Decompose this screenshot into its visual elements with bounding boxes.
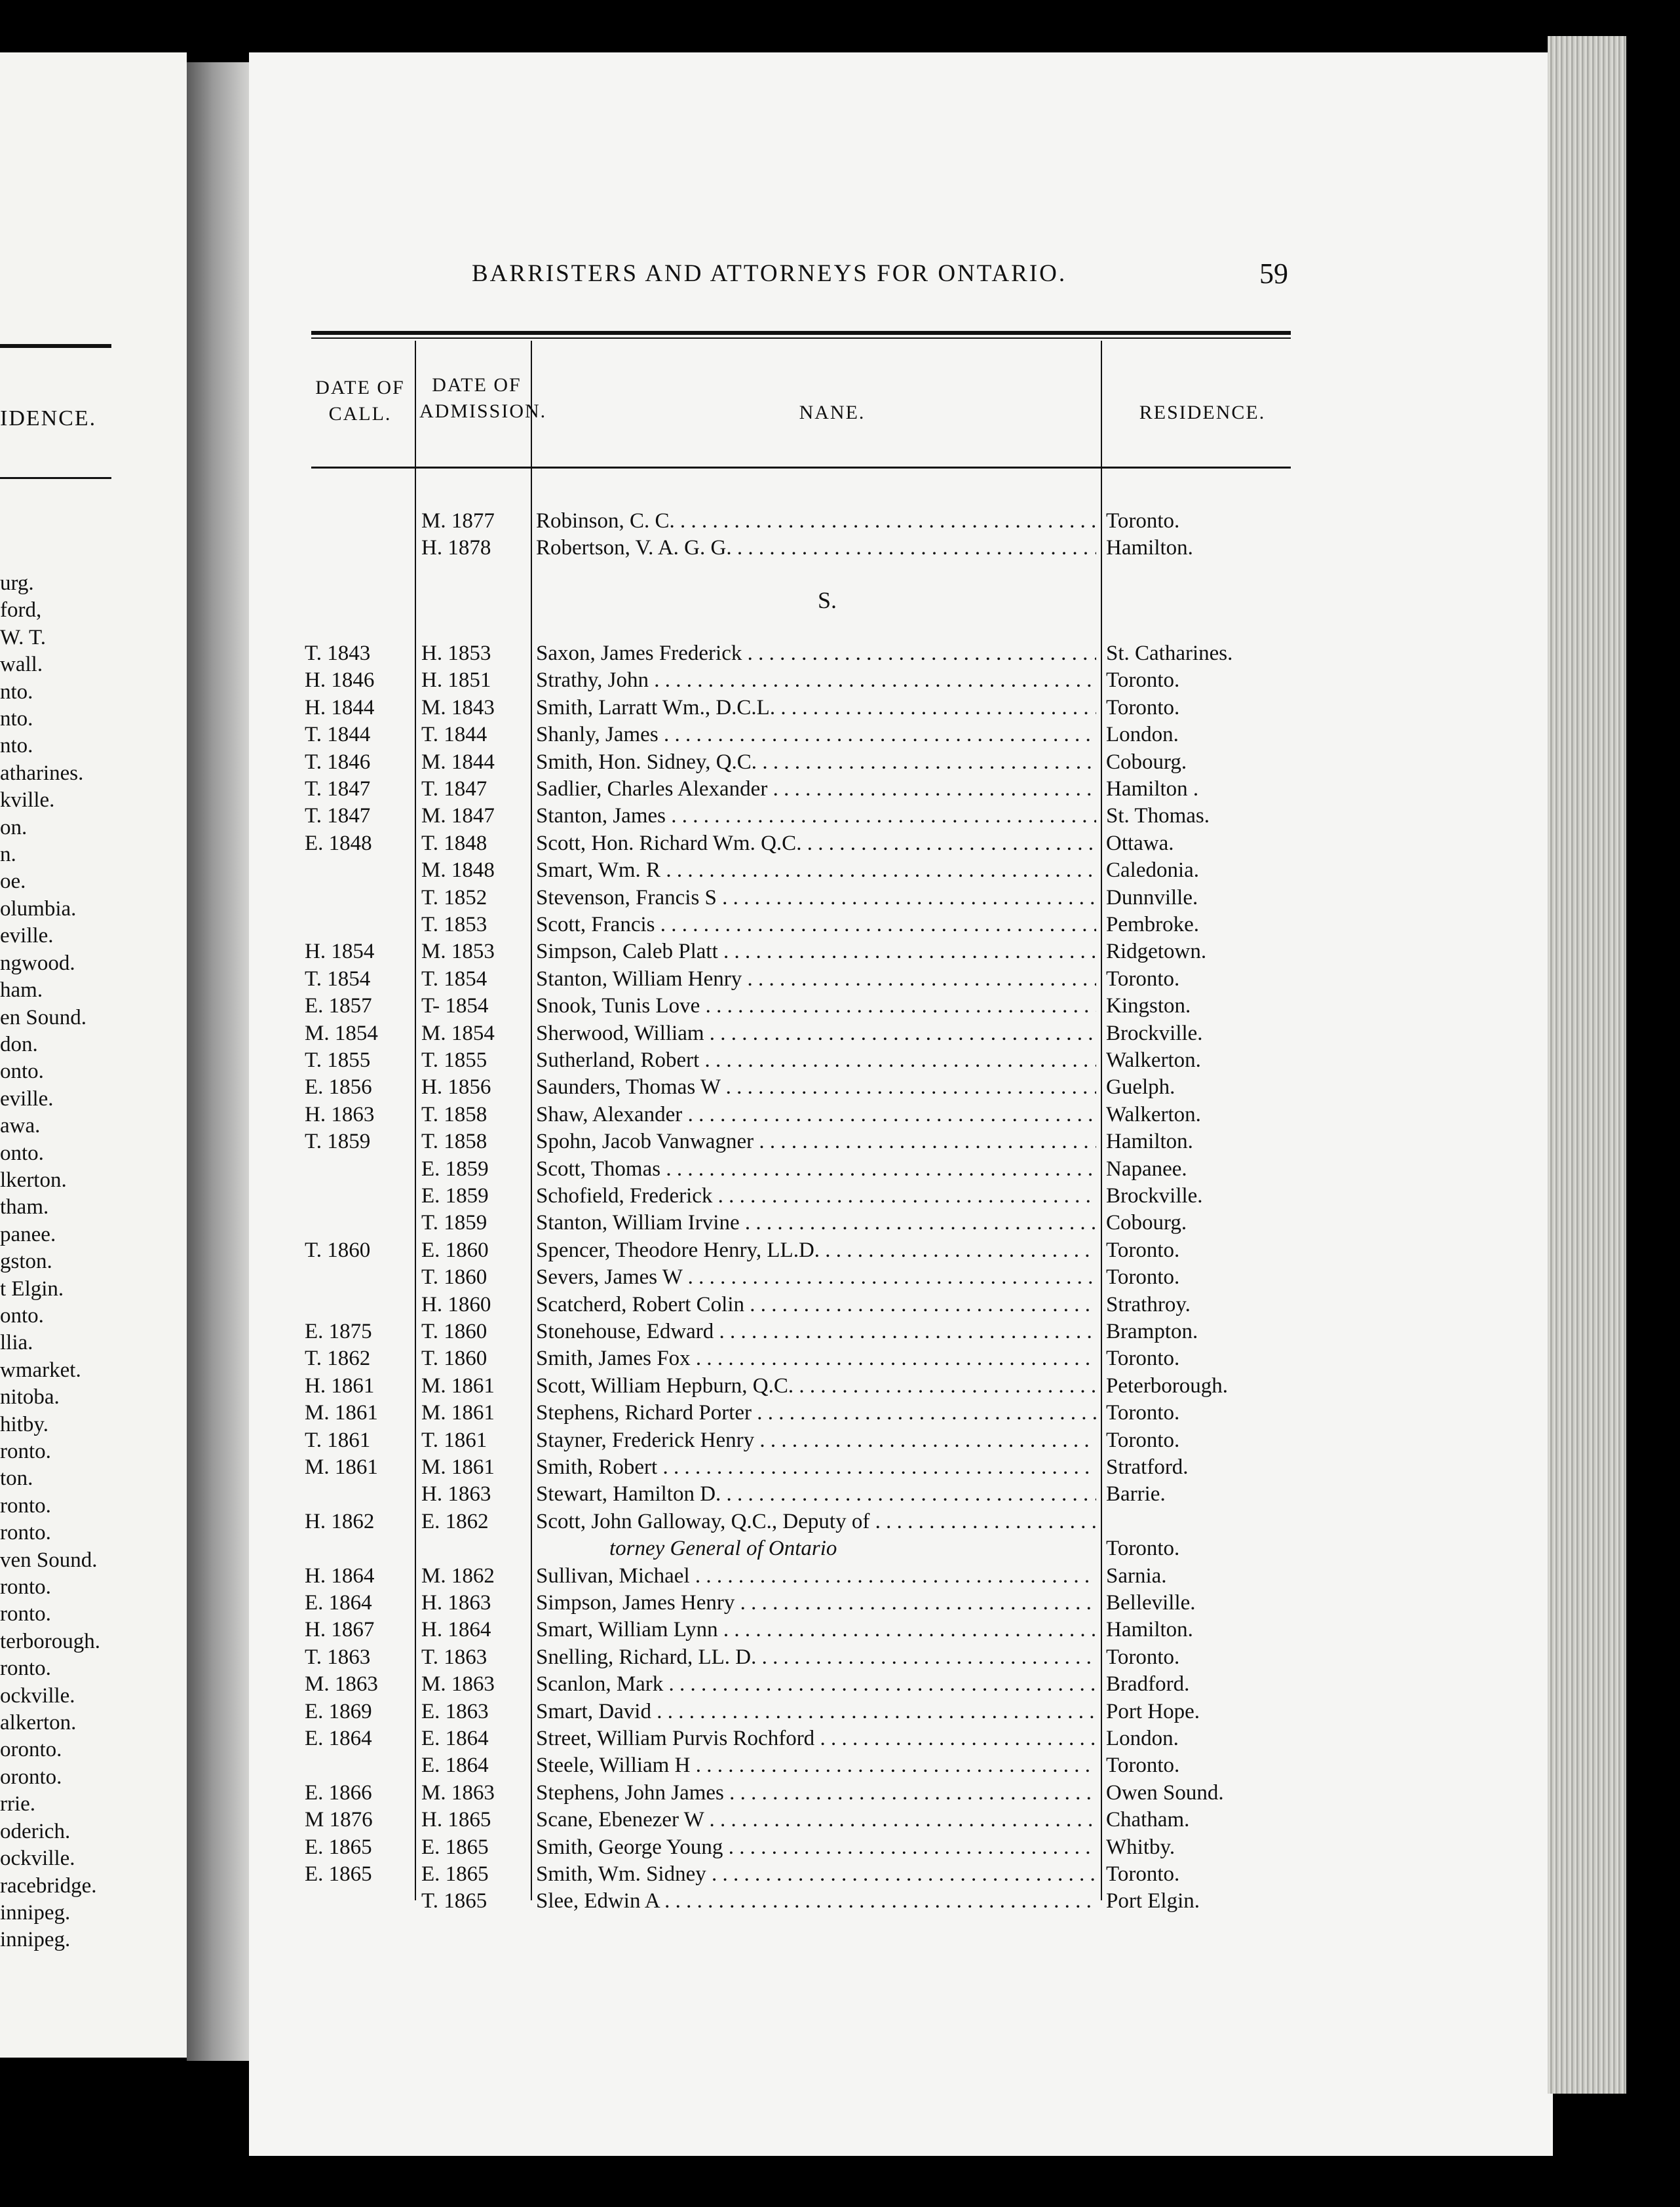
barrister-name: Stanton, William Irvine . . . xyxy=(536,1210,1096,1237)
date-of-admission: E. 1862 xyxy=(421,1509,489,1533)
barrister-name: Robinson, C. C. . . . xyxy=(536,508,1096,535)
register-row xyxy=(0,1834,1310,1861)
date-of-call: T. 1855 xyxy=(305,1048,371,1072)
left-residence-fragment: nto. xyxy=(0,707,33,731)
register-row xyxy=(0,1183,1310,1210)
left-residence-fragment: ronto. xyxy=(0,1493,51,1518)
continuation-line: torney General of Ontario xyxy=(609,1537,837,1561)
date-of-admission: T. 1860 xyxy=(421,1265,487,1290)
barrister-name: Smith, Wm. Sidney . . . xyxy=(536,1861,1096,1888)
barrister-name: Shanly, James . . . xyxy=(536,721,1096,748)
register-row xyxy=(0,1400,1310,1427)
residence: Stratford. xyxy=(1106,1455,1189,1479)
date-of-admission: M. 1862 xyxy=(421,1564,495,1588)
left-residence-fragment: oderich. xyxy=(0,1819,71,1843)
barrister-name: Robertson, V. A. G. G. . . . xyxy=(536,535,1096,562)
barrister-name: Spencer, Theodore Henry, LL.D. . . . xyxy=(536,1237,1096,1264)
barrister-name: Saunders, Thomas W . . . xyxy=(536,1074,1096,1101)
residence: Cobourg. xyxy=(1106,750,1187,774)
left-residence-fragment: eville. xyxy=(0,1086,54,1111)
date-of-call: H. 1844 xyxy=(305,695,375,720)
register-row xyxy=(0,938,1310,965)
barrister-name: Snelling, Richard, LL. D. . . . xyxy=(536,1644,1096,1671)
residence: Dunnville. xyxy=(1106,885,1198,910)
barrister-name: Stevenson, Francis S . . . xyxy=(536,885,1096,912)
residence: Toronto. xyxy=(1106,1645,1180,1669)
barrister-name: Smith, Larratt Wm., D.C.L. . . . xyxy=(536,695,1096,721)
barrister-name: Stephens, Richard Porter . . . xyxy=(536,1400,1096,1427)
register-row xyxy=(0,1156,1310,1183)
barrister-name: Smith, Robert . . . xyxy=(536,1454,1096,1481)
barrister-name: Strathy, John . . . xyxy=(536,667,1096,694)
register-row xyxy=(0,749,1310,776)
date-of-call: E. 1848 xyxy=(305,831,372,855)
left-residence-fragment: en Sound. xyxy=(0,1005,86,1029)
date-of-admission: E. 1864 xyxy=(421,1754,489,1778)
residence: Brockville. xyxy=(1106,1021,1203,1045)
left-residence-fragment: innipeg. xyxy=(0,1928,71,1952)
barrister-name: Scane, Ebenezer W . . . xyxy=(536,1807,1096,1833)
date-of-call: H. 1861 xyxy=(305,1373,375,1398)
left-residence-fragment: kville. xyxy=(0,788,55,813)
left-residence-fragment: oe. xyxy=(0,870,26,894)
register-row xyxy=(0,640,1310,667)
date-of-admission: E. 1860 xyxy=(421,1238,489,1262)
barrister-name: Stanton, William Henry . . . xyxy=(536,966,1096,993)
date-of-call: T. 1846 xyxy=(305,750,371,774)
residence: Bradford. xyxy=(1106,1672,1190,1697)
residence: Brampton. xyxy=(1106,1320,1198,1343)
left-residence-fragment: nto. xyxy=(0,734,33,758)
date-of-call: T. 1859 xyxy=(305,1130,371,1154)
date-of-admission: M. 1861 xyxy=(421,1455,495,1479)
date-of-admission: T. 1855 xyxy=(421,1048,487,1072)
left-residence-fragment: ton. xyxy=(0,1467,33,1491)
residence: Port Elgin. xyxy=(1106,1889,1200,1913)
date-of-call: T. 1847 xyxy=(305,804,371,828)
residence: Walkerton. xyxy=(1106,1048,1201,1072)
residence: Toronto. xyxy=(1106,1401,1180,1425)
residence: Toronto. xyxy=(1106,1754,1180,1778)
barrister-name: Smart, David . . . xyxy=(536,1698,1096,1725)
register-row xyxy=(0,1807,1310,1833)
register-row xyxy=(0,535,1310,562)
residence: London. xyxy=(1106,1727,1179,1750)
date-of-call: E. 1864 xyxy=(305,1591,372,1615)
barrister-name: Sadlier, Charles Alexander . . . xyxy=(536,776,1096,803)
register-row xyxy=(0,1752,1310,1779)
date-of-call: H. 1867 xyxy=(305,1618,375,1642)
register-row xyxy=(0,721,1310,748)
date-of-admission: T. 1853 xyxy=(421,913,487,936)
date-of-call: E. 1857 xyxy=(305,994,372,1018)
barrister-name: Schofield, Frederick . . . xyxy=(536,1183,1096,1210)
date-of-call: T. 1844 xyxy=(305,723,371,747)
register-row xyxy=(0,857,1310,884)
date-of-admission: T. 1860 xyxy=(421,1320,487,1343)
register-row xyxy=(0,1210,1310,1237)
left-residence-fragment: terborough. xyxy=(0,1629,101,1653)
date-of-admission: M. 1844 xyxy=(421,750,495,774)
barrister-name: Smith, George Young . . . xyxy=(536,1834,1096,1861)
residence: Hamilton . xyxy=(1106,777,1199,801)
barrister-name: Stayner, Frederick Henry . . . xyxy=(536,1427,1096,1454)
barrister-name: Scott, William Hepburn, Q.C. . . . xyxy=(536,1373,1096,1400)
residence: Peterborough. xyxy=(1106,1373,1229,1398)
barrister-name: Scott, Francis . . . xyxy=(536,912,1096,938)
register-row xyxy=(0,1345,1310,1372)
left-residence-fragment: ockville. xyxy=(0,1683,75,1708)
left-column-header: IDENCE. xyxy=(0,406,97,431)
date-of-call: T. 1861 xyxy=(305,1428,371,1452)
residence: Toronto. xyxy=(1106,668,1180,693)
left-residence-fragment: onto. xyxy=(0,1060,44,1084)
residence: Napanee. xyxy=(1106,1157,1187,1181)
register-row xyxy=(0,1102,1310,1128)
left-residence-fragment: ronto. xyxy=(0,1575,51,1600)
barrister-name: Snook, Tunis Love . . . xyxy=(536,993,1096,1020)
residence: Hamilton. xyxy=(1106,1130,1193,1154)
register-row xyxy=(0,1318,1310,1345)
date-of-admission: H. 1878 xyxy=(421,536,491,560)
barrister-name: Smith, James Fox . . . xyxy=(536,1345,1096,1372)
left-residence-fragment: onto. xyxy=(0,1141,44,1165)
register-row xyxy=(0,803,1310,830)
residence: Whitby. xyxy=(1106,1835,1175,1859)
date-of-admission: T. 1859 xyxy=(421,1211,487,1235)
register-row xyxy=(0,1292,1310,1318)
date-of-admission: E. 1863 xyxy=(421,1699,489,1723)
residence: Owen Sound. xyxy=(1106,1780,1224,1805)
date-of-admission: T. 1854 xyxy=(421,967,487,991)
left-residence-fragment: hitby. xyxy=(0,1412,48,1436)
date-of-call: M. 1854 xyxy=(305,1021,378,1045)
register-row xyxy=(0,912,1310,938)
left-residence-fragment: awa. xyxy=(0,1114,41,1138)
residence: Barrie. xyxy=(1106,1482,1166,1507)
residence: Ridgetown. xyxy=(1106,940,1207,964)
barrister-name: Stanton, James . . . xyxy=(536,803,1096,830)
register-row xyxy=(0,1074,1310,1101)
left-residence-fragment: racebridge. xyxy=(0,1873,97,1898)
left-residence-fragment: atharines. xyxy=(0,761,84,785)
header-date-of-admission: DATE OF ADMISSION. xyxy=(419,374,547,422)
date-of-admission: T. 1848 xyxy=(421,831,487,855)
residence: Toronto. xyxy=(1106,1428,1180,1452)
residence: Kingston. xyxy=(1106,994,1191,1018)
date-of-admission: T. 1858 xyxy=(421,1130,487,1154)
barrister-name: Stephens, John James . . . xyxy=(536,1780,1096,1807)
left-residence-fragment: don. xyxy=(0,1032,38,1056)
running-title: BARRISTERS AND ATTORNEYS FOR ONTARIO. xyxy=(472,260,1067,287)
date-of-call: T. 1860 xyxy=(305,1238,371,1262)
register-row xyxy=(0,993,1310,1020)
residence: Pembroke. xyxy=(1106,913,1200,936)
date-of-admission: H. 1863 xyxy=(421,1591,491,1615)
residence: Toronto. xyxy=(1106,509,1180,533)
residence: Caledonia. xyxy=(1106,858,1200,883)
left-residence-fragment: ronto. xyxy=(0,1521,51,1545)
left-residence-fragment: on. xyxy=(0,815,28,839)
date-of-admission: E. 1859 xyxy=(421,1184,489,1208)
register-row xyxy=(0,776,1310,803)
date-of-call: E. 1875 xyxy=(305,1320,372,1343)
date-of-call: M. 1863 xyxy=(305,1672,378,1697)
date-of-call: E. 1866 xyxy=(305,1780,372,1805)
register-row xyxy=(0,1644,1310,1671)
date-of-call: H. 1862 xyxy=(305,1509,375,1533)
date-of-admission: T. 1863 xyxy=(421,1645,487,1669)
left-residence-fragment: wmarket. xyxy=(0,1358,81,1382)
left-residence-fragment: n. xyxy=(0,843,16,867)
residence: Hamilton. xyxy=(1106,536,1193,560)
left-residence-fragment: W. T. xyxy=(0,625,46,649)
residence: London. xyxy=(1106,723,1179,747)
date-of-admission: H. 1856 xyxy=(421,1075,491,1100)
barrister-name: Simpson, Caleb Platt . . . xyxy=(536,938,1096,965)
date-of-call: T. 1847 xyxy=(305,777,371,801)
residence: Toronto. xyxy=(1106,1265,1180,1290)
left-residence-fragment: innipeg. xyxy=(0,1900,71,1925)
register-row xyxy=(0,1780,1310,1807)
barrister-name: Smart, Wm. R . . . xyxy=(536,857,1096,884)
section-letter-s: S. xyxy=(818,587,837,613)
left-residence-fragment: nto. xyxy=(0,680,33,704)
barrister-name: Spohn, Jacob Vanwagner . . . xyxy=(536,1128,1096,1155)
date-of-admission: E. 1859 xyxy=(421,1157,489,1181)
date-of-call: H. 1846 xyxy=(305,668,375,693)
residence: Hamilton. xyxy=(1106,1618,1193,1642)
date-of-admission: M. 1861 xyxy=(421,1373,495,1398)
date-of-call: M. 1861 xyxy=(305,1455,378,1479)
barrister-name: Scanlon, Mark . . . xyxy=(536,1671,1096,1698)
barrister-name: Smart, William Lynn . . . xyxy=(536,1617,1096,1643)
residence: Guelph. xyxy=(1106,1075,1175,1100)
date-of-call: E. 1856 xyxy=(305,1075,372,1100)
left-residence-fragment: ham. xyxy=(0,978,43,1003)
barrister-name: Stonehouse, Edward . . . xyxy=(536,1318,1096,1345)
register-row xyxy=(0,1128,1310,1155)
register-row xyxy=(0,885,1310,912)
register-row xyxy=(0,1020,1310,1047)
barrister-name: Simpson, James Henry . . . xyxy=(536,1590,1096,1617)
date-of-admission: T. 1852 xyxy=(421,885,487,910)
date-of-admission: M. 1854 xyxy=(421,1021,495,1045)
residence: Brockville. xyxy=(1106,1184,1203,1208)
residence: Toronto. xyxy=(1106,695,1180,720)
left-residence-fragment: rrie. xyxy=(0,1792,36,1816)
left-residence-fragment: lkerton. xyxy=(0,1168,67,1192)
barrister-name: Sutherland, Robert . . . xyxy=(536,1047,1096,1074)
left-residence-fragment: tham. xyxy=(0,1195,49,1219)
date-of-admission: T. 1847 xyxy=(421,777,487,801)
date-of-admission: E. 1865 xyxy=(421,1862,489,1886)
register-row xyxy=(0,1725,1310,1752)
barrister-name: Scott, Thomas . . . xyxy=(536,1156,1096,1183)
barrister-name: Severs, James W . . . xyxy=(536,1264,1096,1291)
barrister-name: Shaw, Alexander . . . xyxy=(536,1102,1096,1128)
date-of-call: T. 1862 xyxy=(305,1347,371,1371)
register-row xyxy=(0,1373,1310,1400)
date-of-call: H. 1864 xyxy=(305,1564,375,1588)
date-of-call: E. 1864 xyxy=(305,1727,372,1750)
register-row xyxy=(0,1454,1310,1481)
left-residence-fragment: ronto. xyxy=(0,1440,51,1463)
page-number: 59 xyxy=(1259,258,1288,290)
barrister-name: Scott, John Galloway, Q.C., Deputy of . . . xyxy=(536,1508,1096,1535)
register-row xyxy=(0,1698,1310,1725)
register-row xyxy=(0,1861,1310,1888)
date-of-admission: T. 1860 xyxy=(421,1347,487,1371)
date-of-call: T. 1843 xyxy=(305,642,371,665)
left-residence-fragment: urg. xyxy=(0,571,34,595)
barrister-name: Scott, Hon. Richard Wm. Q.C. . . . xyxy=(536,830,1096,857)
date-of-admission: T. 1861 xyxy=(421,1428,487,1452)
residence: Sarnia. xyxy=(1106,1564,1167,1588)
left-residence-fragment: ven Sound. xyxy=(0,1548,98,1572)
residence: Chatham. xyxy=(1106,1808,1190,1832)
residence: St. Catharines. xyxy=(1106,642,1233,665)
register-row xyxy=(0,830,1310,857)
date-of-call: T. 1854 xyxy=(305,967,371,991)
left-residence-fragment: eville. xyxy=(0,924,54,948)
left-residence-fragment: ronto. xyxy=(0,1602,51,1626)
register-row xyxy=(0,1671,1310,1698)
date-of-admission: M. 1847 xyxy=(421,804,495,828)
left-residence-fragment: ford, xyxy=(0,598,42,623)
residence: Toronto. xyxy=(1106,1862,1180,1886)
register-row xyxy=(0,1590,1310,1617)
register-row xyxy=(0,1508,1310,1535)
date-of-admission: M. 1861 xyxy=(421,1401,495,1425)
date-of-admission: H. 1853 xyxy=(421,642,491,665)
left-residence-fragment: oronto. xyxy=(0,1765,62,1789)
left-residence-fragment: panee. xyxy=(0,1222,56,1246)
barrister-name: Slee, Edwin A . . . xyxy=(536,1888,1096,1915)
date-of-admission: M. 1877 xyxy=(421,509,495,533)
header-name: NANE. xyxy=(799,402,866,423)
barrister-name: Stewart, Hamilton D. . . . xyxy=(536,1481,1096,1508)
residence: Ottawa. xyxy=(1106,831,1174,855)
date-of-admission: E. 1864 xyxy=(421,1727,489,1750)
register-row xyxy=(0,1617,1310,1643)
register-row xyxy=(0,667,1310,694)
residence: Belleville. xyxy=(1106,1591,1196,1615)
register-row xyxy=(0,1264,1310,1291)
register-row xyxy=(0,1427,1310,1454)
date-of-admission: H. 1863 xyxy=(421,1482,491,1507)
date-of-admission: T. 1844 xyxy=(421,723,487,747)
date-of-call: E. 1865 xyxy=(305,1862,372,1886)
left-residence-fragment: olumbia. xyxy=(0,896,77,921)
left-residence-fragment: t Elgin. xyxy=(0,1276,64,1301)
register-row xyxy=(0,1563,1310,1590)
date-of-call: M. 1861 xyxy=(305,1401,378,1425)
left-residence-fragment: llia. xyxy=(0,1331,33,1355)
left-residence-fragment: oronto. xyxy=(0,1738,62,1762)
header-residence: RESIDENCE. xyxy=(1139,402,1266,423)
register-row xyxy=(0,1481,1310,1508)
date-of-admission: T- 1854 xyxy=(421,994,489,1018)
date-of-admission: M. 1843 xyxy=(421,695,495,720)
date-of-admission: H. 1864 xyxy=(421,1618,491,1642)
date-of-admission: T. 1865 xyxy=(421,1889,487,1913)
barrister-name: Steele, William H . . . xyxy=(536,1752,1096,1779)
date-of-admission: H. 1865 xyxy=(421,1808,491,1832)
register-row xyxy=(0,695,1310,721)
barrister-name: Street, William Purvis Rochford . . . xyxy=(536,1725,1096,1752)
register-row xyxy=(0,1047,1310,1074)
date-of-call: H. 1854 xyxy=(305,940,375,964)
residence: Toronto. xyxy=(1106,1238,1180,1262)
left-residence-fragment: ronto. xyxy=(0,1657,51,1681)
residence: Walkerton. xyxy=(1106,1102,1201,1126)
residence: Toronto. xyxy=(1106,967,1180,991)
continuation-residence: Toronto. xyxy=(1106,1537,1180,1561)
residence: St. Thomas. xyxy=(1106,804,1210,828)
register-row xyxy=(0,508,1310,535)
residence: Cobourg. xyxy=(1106,1211,1187,1235)
left-residence-fragment: ngwood. xyxy=(0,951,75,975)
date-of-call: M 1876 xyxy=(305,1808,373,1832)
date-of-call: H. 1863 xyxy=(305,1102,375,1126)
date-of-call: E. 1865 xyxy=(305,1835,372,1859)
barrister-name: Saxon, James Frederick . . . xyxy=(536,640,1096,667)
left-residence-fragment: alkerton. xyxy=(0,1711,77,1735)
date-of-admission: M. 1853 xyxy=(421,940,495,964)
date-of-admission: M. 1848 xyxy=(421,858,495,883)
date-of-admission: M. 1863 xyxy=(421,1672,495,1697)
date-of-call: T. 1863 xyxy=(305,1645,371,1669)
left-residence-fragment: gston. xyxy=(0,1250,52,1274)
barrister-name: Sherwood, William . . . xyxy=(536,1020,1096,1047)
residence: Toronto. xyxy=(1106,1347,1180,1371)
barrister-name: Scatcherd, Robert Colin . . . xyxy=(536,1292,1096,1318)
date-of-admission: E. 1865 xyxy=(421,1835,489,1859)
residence: Port Hope. xyxy=(1106,1699,1200,1723)
barrister-name: Smith, Hon. Sidney, Q.C. . . . xyxy=(536,749,1096,776)
header-date-of-call: DATE OF CALL. xyxy=(315,377,405,425)
residence: Strathroy. xyxy=(1106,1292,1191,1316)
left-residence-fragment: ockville. xyxy=(0,1847,75,1871)
date-of-admission: M. 1863 xyxy=(421,1780,495,1805)
date-of-call: E. 1869 xyxy=(305,1699,372,1723)
date-of-admission: H. 1851 xyxy=(421,668,491,693)
left-residence-fragment: wall. xyxy=(0,653,43,677)
barrister-name: Sullivan, Michael . . . xyxy=(536,1563,1096,1590)
date-of-admission: T. 1858 xyxy=(421,1102,487,1126)
left-residence-fragment: nitoba. xyxy=(0,1385,60,1410)
left-residence-fragment: onto. xyxy=(0,1303,44,1328)
date-of-admission: H. 1860 xyxy=(421,1292,491,1316)
register-row xyxy=(0,1888,1310,1915)
register-row xyxy=(0,1237,1310,1264)
register-row xyxy=(0,966,1310,993)
